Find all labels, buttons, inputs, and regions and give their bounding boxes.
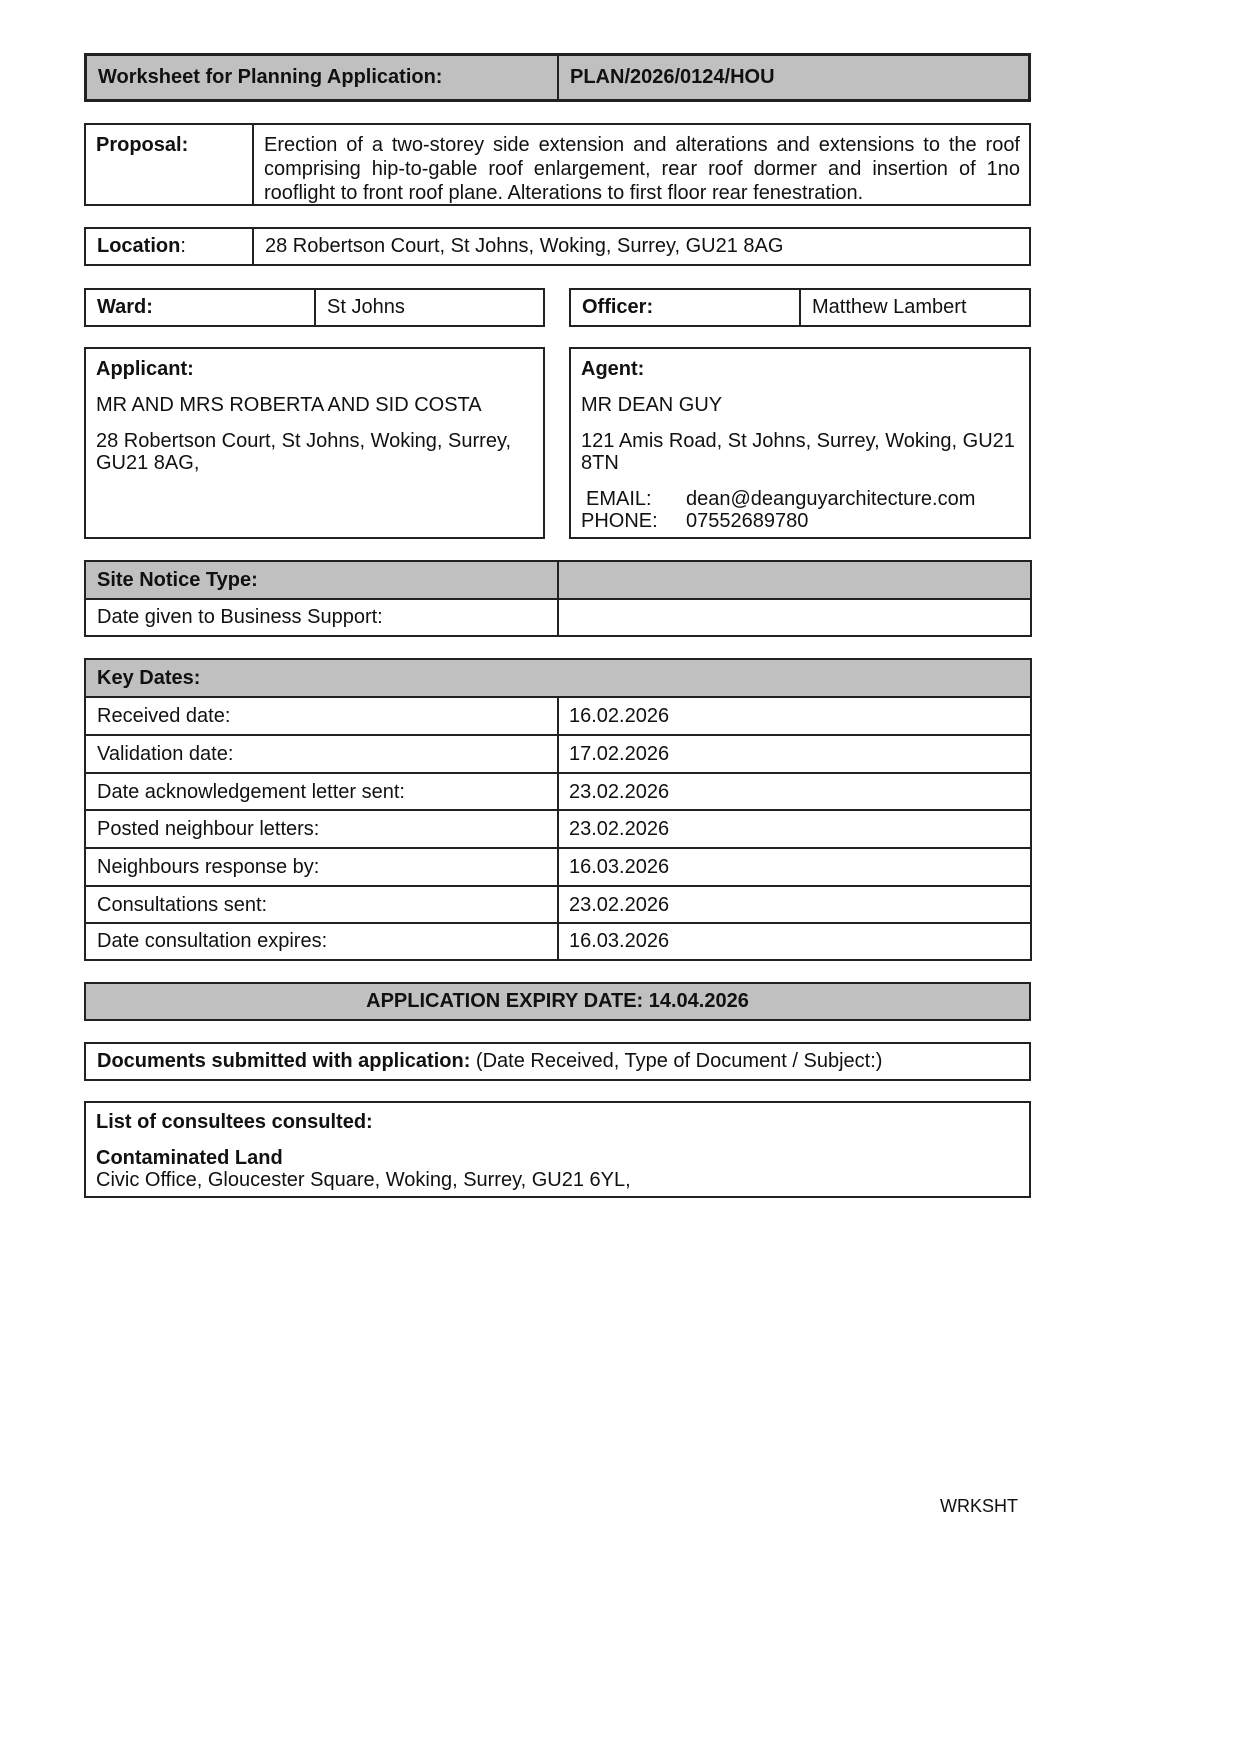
key-date-value: 23.02.2026	[569, 893, 670, 916]
officer-value: Matthew Lambert	[812, 296, 967, 318]
site-notice-section	[84, 560, 1032, 637]
agent-address-line2: 8TN	[581, 452, 619, 474]
key-date-label: Date acknowledgement letter sent:	[97, 780, 405, 803]
site-notice-type-value	[558, 562, 1030, 599]
agent-email-label: EMAIL:	[586, 488, 652, 510]
key-date-value: 23.02.2026	[569, 780, 670, 803]
proposal-section	[84, 123, 1031, 206]
applicant-name: MR AND MRS ROBERTA AND SID COSTA	[96, 394, 482, 416]
worksheet-header	[84, 53, 1031, 102]
key-dates-heading: Key Dates:	[97, 667, 201, 689]
agent-name: MR DEAN GUY	[581, 394, 723, 416]
business-support-value	[558, 600, 1030, 635]
consultees-section	[84, 1101, 1031, 1198]
key-date-value: 16.02.2026	[569, 704, 670, 727]
proposal-text: Erection of a two-storey side extension and alterations and extensions to the roof comprising hip-to-gable roof enlargement, rear roof dormer and insertion of 1no rooflight to front roof plane. Alterations to first floor rear fenestration.	[264, 134, 1020, 204]
location-section	[84, 227, 1031, 266]
key-date-label: Neighbours response by:	[97, 855, 320, 878]
ward-label: Ward:	[97, 296, 153, 318]
key-date-label: Date consultation expires:	[97, 930, 328, 952]
proposal-label: Proposal:	[96, 134, 189, 156]
key-date-label: Validation date:	[97, 742, 234, 765]
worksheet-title: Worksheet for Planning Application:	[98, 66, 443, 88]
agent-section	[569, 347, 1031, 539]
officer-section	[569, 288, 1031, 327]
officer-label: Officer:	[582, 296, 654, 318]
location-colon: :	[180, 235, 186, 257]
documents-section	[84, 1042, 1031, 1081]
applicant-section	[84, 347, 545, 539]
key-date-label: Posted neighbour letters:	[97, 817, 320, 840]
site-notice-type-label: Site Notice Type:	[97, 569, 258, 591]
applicant-address-line2: GU21 8AG,	[96, 452, 200, 474]
agent-phone: 07552689780	[686, 510, 809, 532]
location-label-cell	[86, 229, 254, 264]
agent-email: dean@deanguyarchitecture.com	[686, 488, 976, 510]
key-date-value: 23.02.2026	[569, 817, 670, 840]
applicant-label: Applicant:	[96, 358, 194, 380]
key-date-value: 16.03.2026	[569, 855, 670, 878]
business-support-label: Date given to Business Support:	[97, 606, 383, 628]
agent-label: Agent:	[581, 358, 645, 380]
key-date-label: Received date:	[97, 704, 231, 727]
consultees-heading: List of consultees consulted:	[96, 1111, 373, 1133]
expiry-banner	[84, 982, 1031, 1021]
consultee-address: Civic Office, Gloucester Square, Woking, Surrey, GU21 6YL,	[96, 1169, 631, 1191]
application-expiry-date: APPLICATION EXPIRY DATE: 14.04.2026	[366, 990, 749, 1012]
documents-line	[86, 1044, 1029, 1079]
key-date-value: 17.02.2026	[569, 742, 670, 765]
documents-label: Documents submitted with application:	[97, 1050, 471, 1072]
ward-value: St Johns	[327, 296, 405, 318]
ward-section	[84, 288, 545, 327]
key-dates-table	[84, 658, 1032, 961]
applicant-address-line1: 28 Robertson Court, St Johns, Woking, Surrey,	[96, 430, 512, 452]
documents-note: (Date Received, Type of Document / Subject:)	[470, 1050, 883, 1072]
agent-phone-label: PHONE:	[581, 510, 658, 532]
key-date-label: Consultations sent:	[97, 893, 268, 916]
location-value: 28 Robertson Court, St Johns, Woking, Surrey, GU21 8AG	[265, 235, 784, 257]
footer-code: WRKSHT	[940, 1496, 1018, 1516]
agent-address-line1: 121 Amis Road, St Johns, Surrey, Woking, GU21	[581, 430, 1015, 452]
application-reference: PLAN/2026/0124/HOU	[570, 66, 775, 88]
location-label: Location	[97, 235, 181, 257]
key-date-value: 16.03.2026	[569, 930, 670, 952]
consultee-name: Contaminated Land	[96, 1147, 283, 1169]
